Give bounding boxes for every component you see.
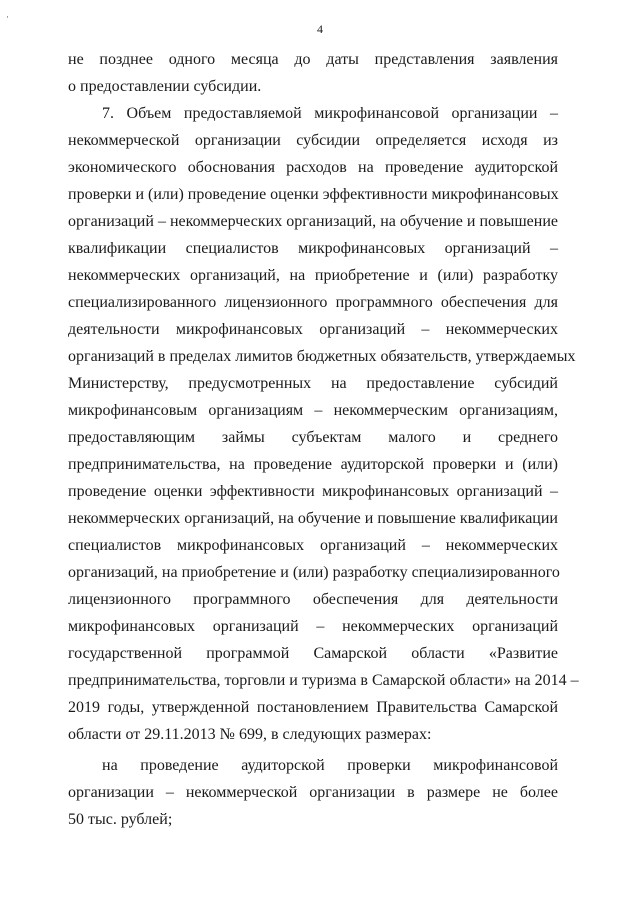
margin-mark: · (6, 12, 9, 22)
text-line: некоммерческих организаций, на обучение и повышение квалификации (68, 510, 558, 527)
text-line: предпринимательства, торговли и туризма в Самарской области» на 2014 – (68, 672, 579, 689)
text-line: квалификации специалистов микрофинансовых организаций – (68, 240, 558, 257)
text-line: предоставляющим займы субъектам малого и среднего (68, 429, 558, 446)
text-line: 2019 годы, утвержденной постановлением Правительства Самарской (68, 699, 558, 716)
text-line: 50 тыс. рублей; (68, 811, 173, 828)
text-line: специалистов микрофинансовых организаций – некоммерческих (68, 537, 558, 554)
text-line: микрофинансовых организаций – некоммерческих организаций (68, 618, 558, 635)
page-number: 4 (317, 22, 323, 36)
text-line: организации – некоммерческой организации в размере не более (68, 784, 558, 801)
text-line: не позднее одного месяца до даты представления заявления (68, 51, 558, 68)
text-line: организаций в пределах лимитов бюджетных обязательств, утверждаемых (68, 348, 576, 365)
text-line: Министерству, предусмотренных на предоставление субсидий (68, 375, 558, 392)
text-line: экономического обоснования расходов на проведение аудиторской (68, 159, 558, 176)
text-line: микрофинансовым организациям – некоммерческим организациям, (68, 402, 558, 419)
text-line: проверки и (или) проведение оценки эффективности микрофинансовых (68, 186, 559, 203)
text-line: области от 29.11.2013 № 699, в следующих размерах: (68, 726, 432, 743)
text-line: государственной программой Самарской области «Развитие (68, 645, 558, 662)
text-line: деятельности микрофинансовых организаций – некоммерческих (68, 321, 558, 338)
text-line: лицензионного программного обеспечения для деятельности (68, 591, 558, 608)
text-line: проведение оценки эффективности микрофинансовых организаций – (68, 483, 558, 500)
text-line: некоммерческой организации субсидии определяется исходя из (68, 132, 558, 149)
paragraph-7-start: 7. Объем предоставляемой микрофинансовой организации – (102, 105, 558, 122)
text-line: предпринимательства, на проведение аудиторской проверки и (или) (68, 456, 558, 473)
text-line: специализированного лицензионного программного обеспечения для (68, 294, 558, 311)
list-item-start: на проведение аудиторской проверки микрофинансовой (102, 757, 558, 774)
text-line: некоммерческих организаций, на приобретение и (или) разработку (68, 267, 558, 284)
text-line: организаций – некоммерческих организаций, на обучение и повышение (68, 213, 558, 230)
text-line: организаций, на приобретение и (или) разработку специализированного (68, 564, 560, 581)
text-line: о предоставлении субсидии. (68, 78, 262, 95)
